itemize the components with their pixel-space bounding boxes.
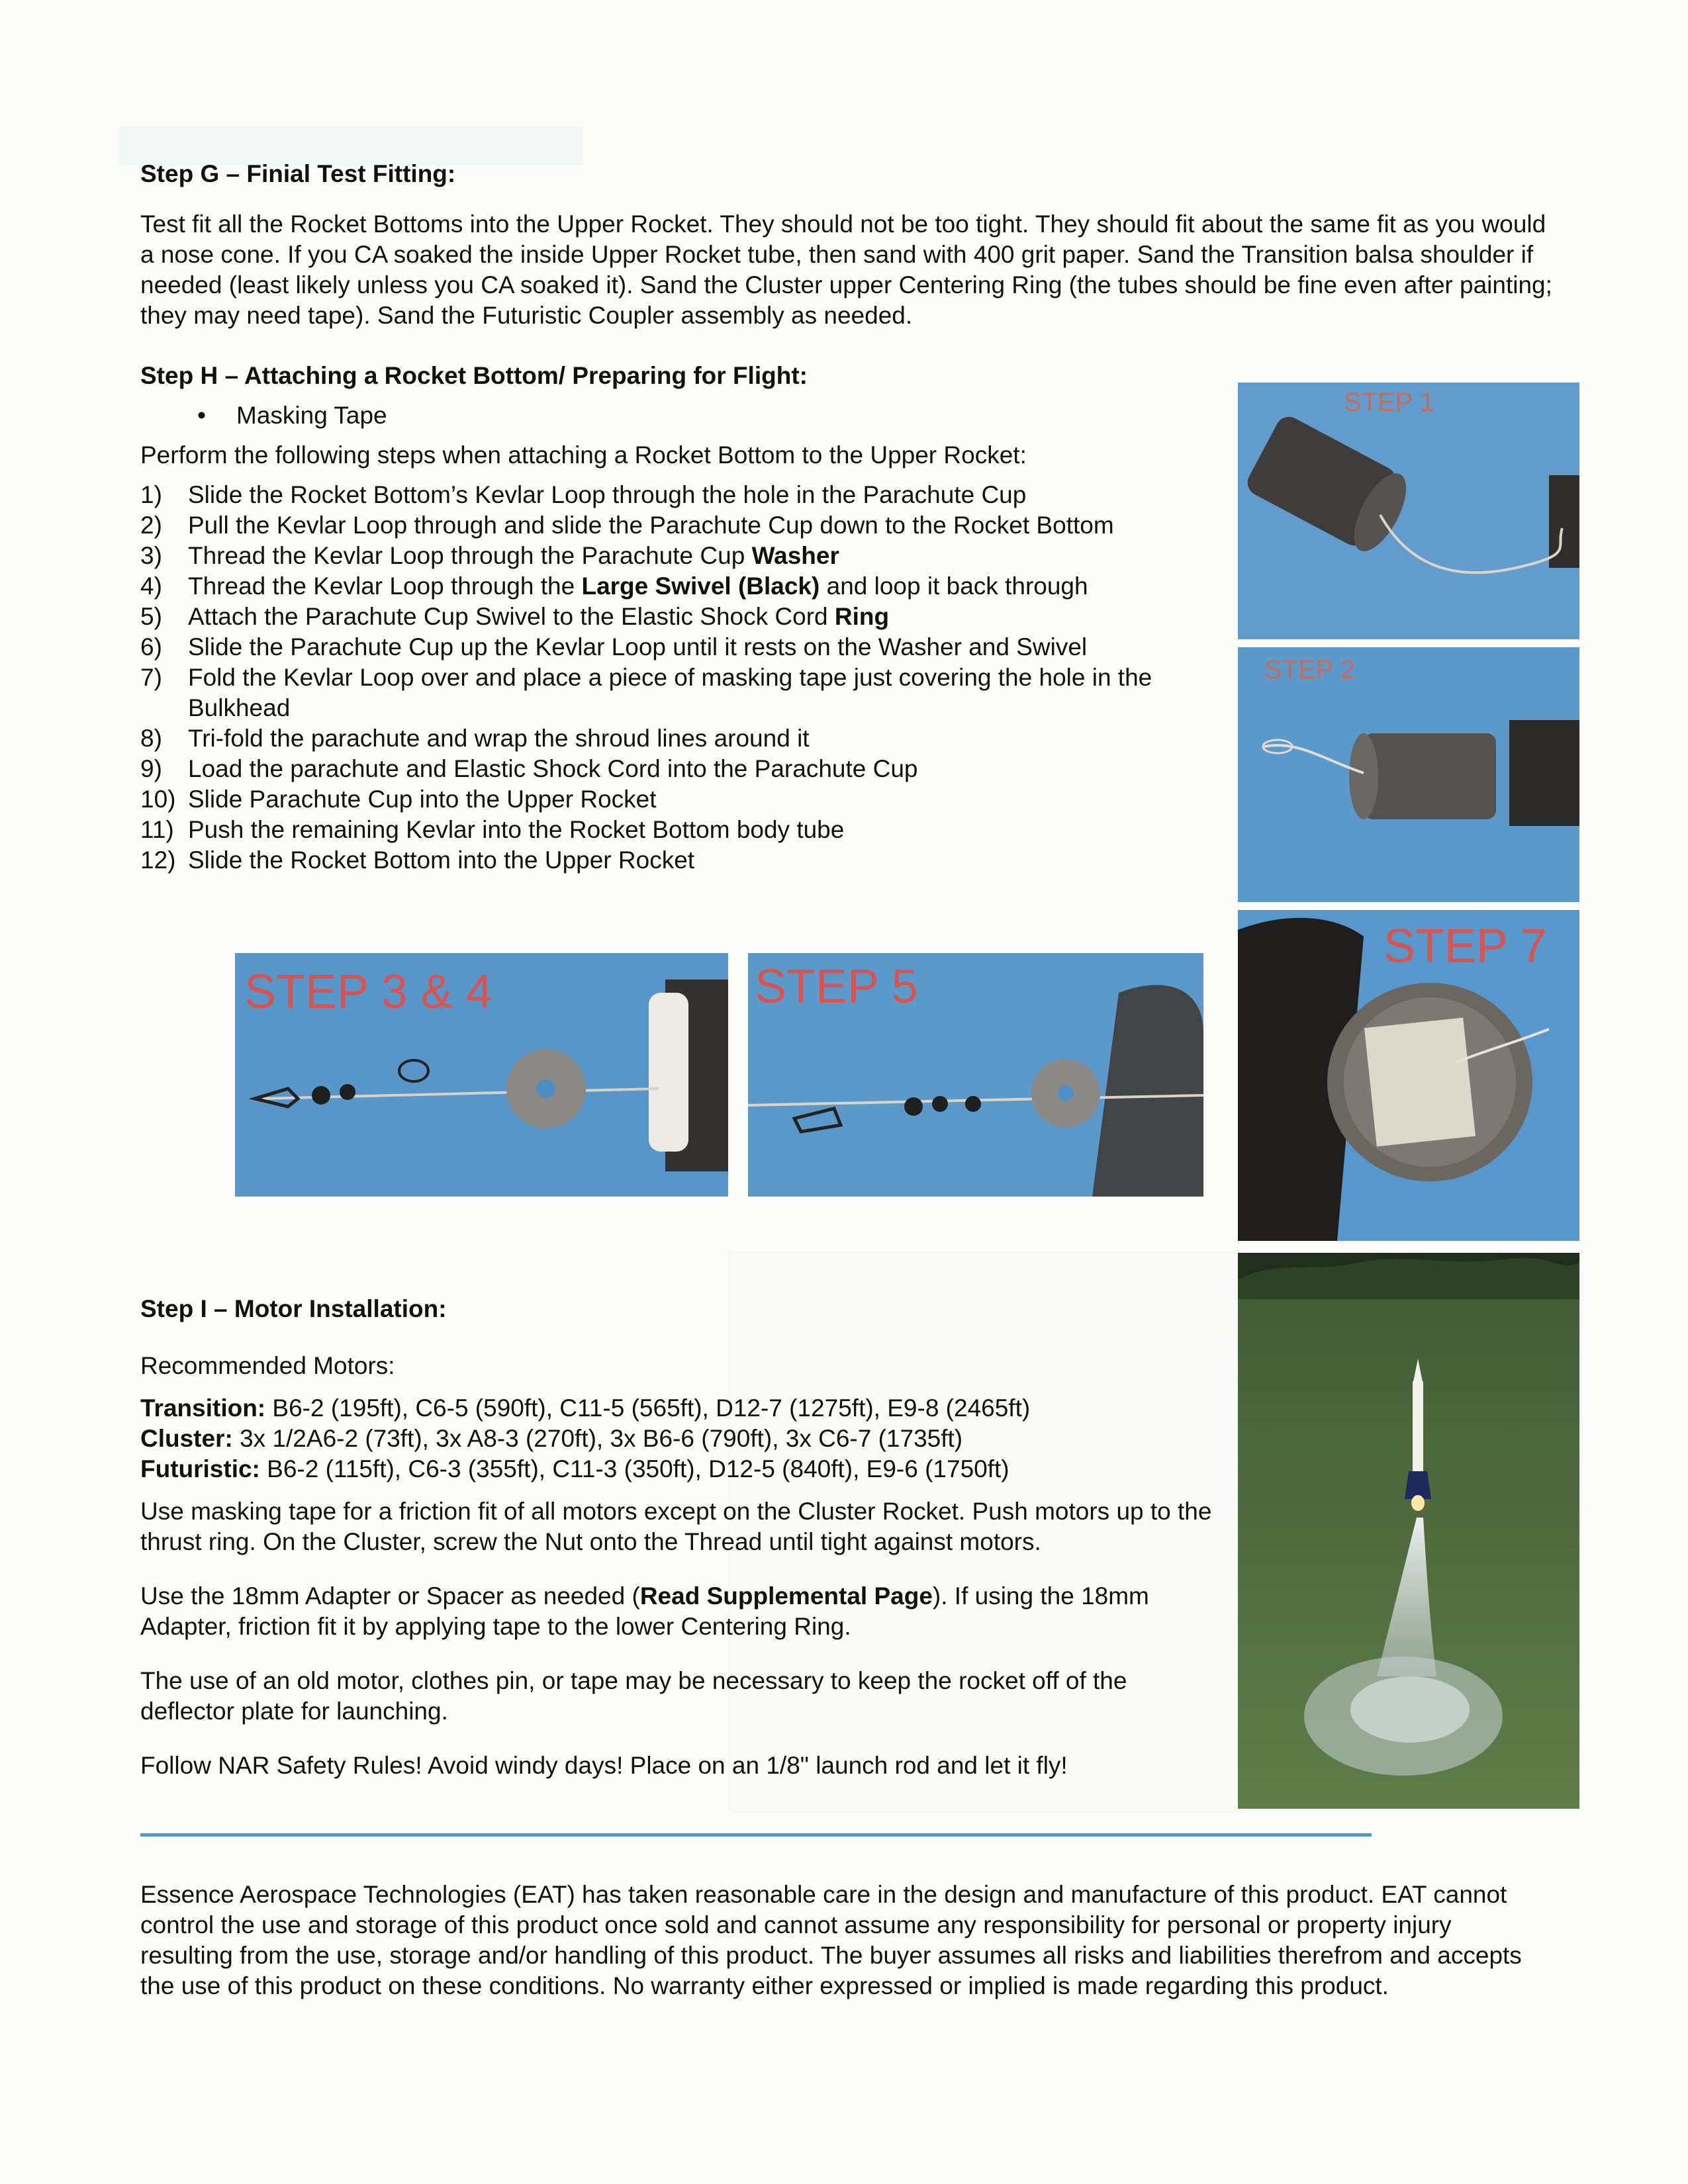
motor-list <box>140 1393 1226 1484</box>
step-text: Slide the Rocket Bottom’s Kevlar Loop through the hole in the Parachute Cup <box>188 481 1027 508</box>
photo-caption: STEP 1 <box>1344 388 1435 417</box>
step-number: 2) <box>140 512 162 539</box>
step-list-item <box>140 754 1213 784</box>
step-number: 9) <box>140 755 162 782</box>
step-number: 11) <box>140 816 174 843</box>
photo-caption: STEP 2 <box>1264 655 1356 684</box>
step-list-item <box>140 815 1213 845</box>
motor-paragraph-1: Use masking tape for a friction fit of all motors except on the Cluster Rocket. Push motors up to the thrust ring. On the Cluster, screw the Nut onto the Thread until tight against motors. <box>140 1498 1212 1555</box>
step-text: Pull the Kevlar Loop through and slide the Parachute Cup down to the Rocket Bottom <box>188 512 1114 539</box>
motor-options: B6-2 (115ft), C6-3 (355ft), C11-3 (350ft), D12-5 (840ft), E9-6 (1750ft) <box>259 1455 1009 1482</box>
motor-paragraph-3: The use of an old motor, clothes pin, or tape may be necessary to keep the rocket off of the deflector plate for launching. <box>140 1667 1127 1725</box>
step-h-section <box>140 361 1213 876</box>
motor-rocket-label: Cluster: <box>140 1425 233 1452</box>
step-number: 10) <box>140 786 176 813</box>
supplemental-page-ref: Read Supplemental Page <box>639 1582 933 1610</box>
step-text: Tri-fold the parachute and wrap the shroud lines around it <box>188 725 810 752</box>
bullet-item <box>140 400 1213 431</box>
bullet-text: Masking Tape <box>236 402 387 429</box>
step-g-heading: Step G – Finial Test Fitting: <box>140 160 456 187</box>
motor-paragraph-2-start: Use the 18mm Adapter or Spacer as needed ( <box>140 1582 640 1610</box>
photo-rocket-launch <box>1238 1253 1579 1809</box>
photo-step-2 <box>1238 647 1579 902</box>
motor-row <box>140 1424 1226 1454</box>
safety-line: Follow NAR Safety Rules! Avoid windy days! Place on an 1/8" launch rod and let it fly! <box>140 1752 1068 1779</box>
motor-rocket-label: Futuristic: <box>140 1455 260 1482</box>
step-bold-part: Washer <box>751 542 839 569</box>
step-number: 3) <box>140 542 162 569</box>
step-text: Slide the Rocket Bottom into the Upper Rocket <box>188 846 695 874</box>
step-h-list <box>140 480 1213 876</box>
step-list-item <box>140 845 1213 876</box>
step-number: 12) <box>140 846 176 874</box>
recommended-motors-label: Recommended Motors: <box>140 1352 395 1379</box>
motor-options: 3x 1/2A6-2 (73ft), 3x A8-3 (270ft), 3x B6-6 (790ft), 3x C6-7 (1735ft) <box>232 1425 963 1452</box>
step-text: Slide the Parachute Cup up the Kevlar Loop until it rests on the Washer and Swivel <box>188 633 1088 660</box>
step-number: 5) <box>140 603 162 630</box>
motor-row <box>140 1393 1226 1424</box>
step-list-item <box>140 784 1213 815</box>
motor-rocket-label: Transition: <box>140 1394 266 1422</box>
step-list-item <box>140 510 1213 541</box>
step-h-heading: Step H – Attaching a Rocket Bottom/ Preparing for Flight: <box>140 362 808 389</box>
step-g-section <box>140 159 1552 331</box>
step-g-body: Test fit all the Rocket Bottoms into the Upper Rocket. They should not be too tight. They should fit about the same fit as you would a nose cone. If you CA soaked the inside Upper Rocket tube, then sand with 400 grit paper. Sand the Transition balsa shoulder if needed (least likely unless you CA soaked it). Sand the Cluster upper Centering Ring (the tubes should be fine even after painting; they may need tape). Sand the Futuristic Coupler assembly as needed. <box>140 210 1552 329</box>
motor-row <box>140 1454 1226 1484</box>
motor-paragraph-2 <box>140 1581 1226 1642</box>
step-list-item <box>140 480 1213 510</box>
step-text: Push the remaining Kevlar into the Rocket Bottom body tube <box>188 816 845 843</box>
motor-paragraph-2-end: ). If using the 18mm Adapter, friction fit it by applying tape to the lower Centering Ring. <box>140 1582 1149 1640</box>
step-number: 8) <box>140 725 162 752</box>
step-text: Load the parachute and Elastic Shock Cord into the Parachute Cup <box>188 755 918 782</box>
photo-step-3-4 <box>235 953 728 1197</box>
step-text: and loop it back through <box>820 572 1088 600</box>
step-list-item <box>140 541 1213 571</box>
step-text: Thread the Kevlar Loop through the <box>188 572 582 600</box>
bullet-dot: • <box>197 402 206 429</box>
step-number: 7) <box>140 664 162 691</box>
photo-step-7 <box>1238 910 1579 1241</box>
step-text: Thread the Kevlar Loop through the Parachute Cup <box>188 542 752 569</box>
step-number: 1) <box>140 481 162 508</box>
step-list-item <box>140 662 1213 723</box>
photo-step-1 <box>1238 383 1579 639</box>
step-text: Fold the Kevlar Loop over and place a piece of masking tape just covering the hole in the Bulkhead <box>188 664 1152 721</box>
step-i-section <box>140 1294 1226 1793</box>
step-list-item <box>140 632 1213 662</box>
step-bold-part: Large Swivel (Black) <box>581 572 820 600</box>
photo-step-5 <box>748 953 1203 1197</box>
photo-caption: STEP 5 <box>755 960 918 1013</box>
photo-caption: STEP 7 <box>1383 920 1547 973</box>
step-list-item <box>140 723 1213 754</box>
step-list-item <box>140 571 1213 602</box>
step-list-item <box>140 602 1213 632</box>
motor-options: B6-2 (195ft), C6-5 (590ft), C11-5 (565ft), D12-7 (1275ft), E9-8 (2465ft) <box>265 1394 1031 1422</box>
step-number: 6) <box>140 633 162 660</box>
step-h-intro: Perform the following steps when attaching a Rocket Bottom to the Upper Rocket: <box>140 441 1027 469</box>
disclaimer: Essence Aerospace Technologies (EAT) has taken reasonable care in the design and manufacture of this product. EAT cannot control the use and storage of this product once sold and cannot assume any responsibility for personal or property injury resulting from the use, storage and/or handling of this product. The buyer assumes all risks and liabilities therefrom and accepts the use of this product on these conditions. No warranty either expressed or implied is made regarding this product. <box>140 1881 1522 1999</box>
divider-rule <box>140 1833 1372 1837</box>
step-text: Slide Parachute Cup into the Upper Rocket <box>188 786 657 813</box>
photo-caption: STEP 3 & 4 <box>244 966 492 1019</box>
step-i-heading: Step I – Motor Installation: <box>140 1295 447 1322</box>
step-bold-part: Ring <box>834 603 890 630</box>
step-text: Attach the Parachute Cup Swivel to the Elastic Shock Cord <box>188 603 835 630</box>
step-number: 4) <box>140 572 162 600</box>
